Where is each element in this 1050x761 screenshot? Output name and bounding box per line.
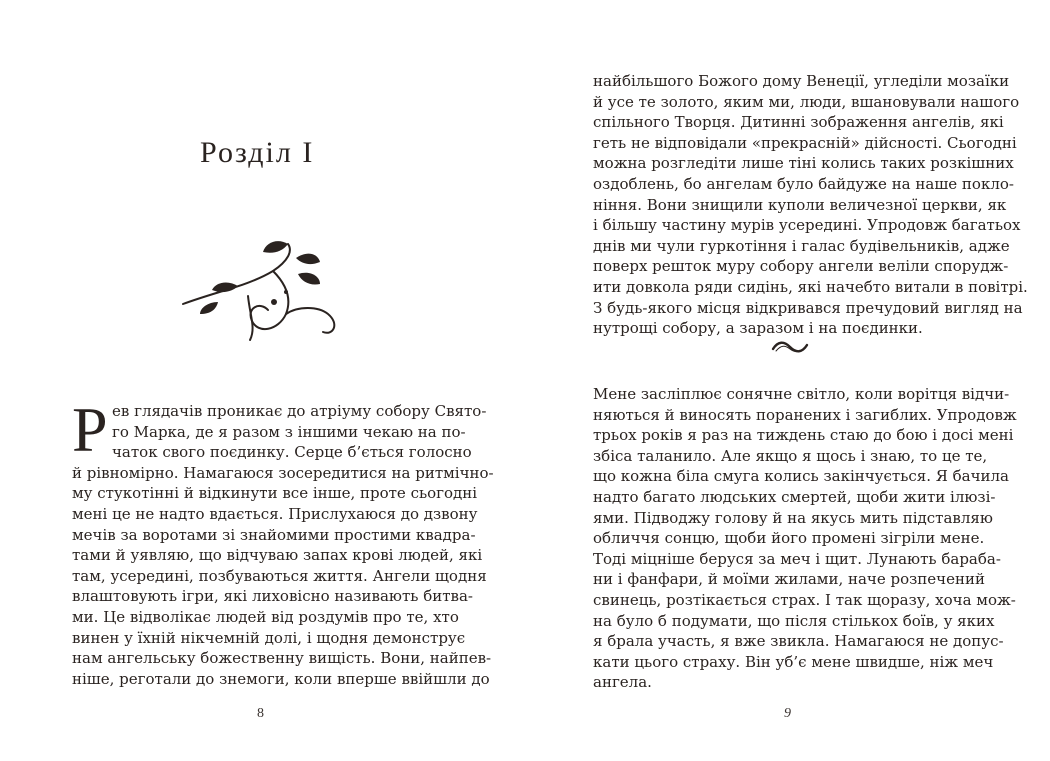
text-line: ніше, реготали до знемоги, коли вперше ввійшли до xyxy=(72,669,490,688)
text-line: ни і фанфари, й моїми жилами, наче розпечений xyxy=(593,570,985,589)
text-line: й усе те золото, яким ми, люди, вшановували нашого xyxy=(593,92,1020,111)
text-line: обличчя сонцю, щоби його промені зігріли мене. xyxy=(593,529,985,548)
text-line: няються й виносять поранених і загиблих. Упродовж xyxy=(593,405,1017,424)
text-line: нам ангельську божественну вищість. Вони, найпев- xyxy=(72,649,492,668)
text-line: ити довкола ряди сидінь, які начебто витали в повітрі. xyxy=(593,277,1028,296)
text-line: збіса таланило. Але якщо я щось і знаю, то це те, xyxy=(593,446,988,465)
right-page xyxy=(525,0,1050,761)
text-line: надто багато людських смертей, щоби жити ілюзі- xyxy=(593,487,996,506)
text-line: ніння. Вони знищили куполи величезної церкви, як xyxy=(593,195,1007,214)
text-line: З будь-якого місця відкривався пречудовий вигляд на xyxy=(593,298,1023,317)
text-line: мечів за воротами зі знайомими простими квадра- xyxy=(72,525,476,544)
text-line: днів ми чули гуркотіння і галас будівельників, адже xyxy=(593,236,1010,255)
text-line: мені це не надто вдається. Прислухаюся до дзвону xyxy=(72,504,478,523)
text-line: геть не відповідали «прекрасній» дійсності. Сьогодні xyxy=(593,133,1017,152)
text-line: му стукотінні й відкинути все інше, проте сьогодні xyxy=(72,484,478,503)
right-top-text xyxy=(593,71,1028,339)
text-line: ями. Підводжу голову й на якусь мить підставляю xyxy=(593,508,993,527)
drop-cap: Р xyxy=(72,394,108,465)
text-line: винен у їхній нікчемній долі, і щодня демонструє xyxy=(72,628,466,647)
floral-ornament-icon xyxy=(178,236,343,346)
text-line: і більшу частину мурів усередині. Упродовж багатьох xyxy=(593,216,1021,235)
text-line: чаток свого поєдинку. Серце б’ється голосно xyxy=(112,443,472,462)
text-line: найбільшого Божого дому Венеції, угледіли мозаїки xyxy=(593,72,1010,90)
left-body-text xyxy=(72,401,494,689)
chapter-title: Розділ І xyxy=(200,136,315,169)
text-line: й рівномірно. Намагаюся зосередитися на ритмічно- xyxy=(72,463,494,482)
right-bottom-text xyxy=(593,384,1017,693)
text-line: тами й уявляю, що відчуваю запах крові людей, які xyxy=(72,546,483,565)
text-line: свинець, розтікається страх. І так щоразу, хоча мож- xyxy=(593,590,1016,609)
text-line: на було б подумати, що після стількох боїв, у яких xyxy=(593,611,995,630)
text-line: що кожна біла смуга колись закінчується. Я бачила xyxy=(593,467,1010,486)
page-number: 9 xyxy=(784,706,791,721)
text-line: ангела. xyxy=(593,673,652,692)
text-line: влаштовують ігри, які лиховісно називають битва- xyxy=(72,587,473,606)
text-line: я брала участь, я вже звикла. Намагаюся не допус- xyxy=(593,632,1004,651)
text-line: оздоблень, бо ангелам було байдуже на наше покло- xyxy=(593,174,1014,193)
text-line: ев глядачів проникає до атріуму собору Свято- xyxy=(112,402,487,420)
text-line: там, усередині, позбуваються життя. Ангели щодня xyxy=(72,566,487,585)
text-line: Тоді міцніше беруся за меч і щит. Лунають бараба- xyxy=(593,549,1001,568)
text-line: спільного Творця. Дитинні зображення ангелів, які xyxy=(593,113,1004,132)
text-line: кати цього страху. Він уб’є мене швидше, ніж меч xyxy=(593,652,994,671)
text-line: ми. Це відволікає людей від роздумів про те, хто xyxy=(72,607,459,626)
text-line: го Марка, де я разом з іншими чекаю на по- xyxy=(112,422,466,441)
page-number: 8 xyxy=(257,706,264,721)
section-divider-icon xyxy=(770,336,810,358)
text-line: трьох років я раз на тиждень стаю до бою і досі мені xyxy=(593,426,1014,445)
text-line: поверх решток муру собору ангели веліли спорудж- xyxy=(593,257,1009,276)
text-line: можна розгледіти лише тіні колись таких розкішних xyxy=(593,154,1014,173)
text-line: нутрощі собору, а заразом і на поєдинки. xyxy=(593,319,923,338)
text-line: Мене засліплює сонячне світло, коли ворітця відчи- xyxy=(593,385,1010,403)
